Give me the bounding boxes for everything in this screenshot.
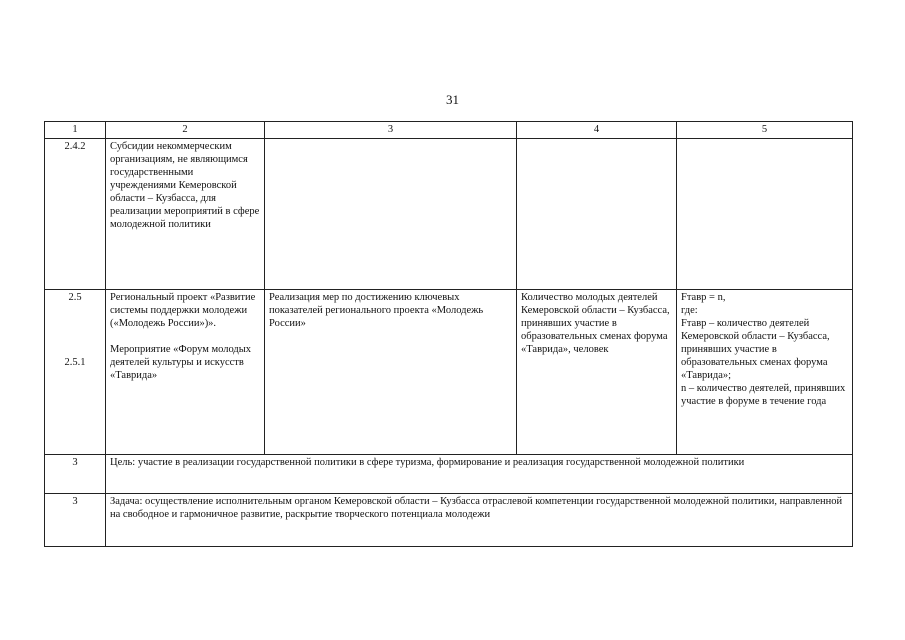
project-name: Региональный проект «Развитие системы поддержки молодежи («Молодежь России»)». [110, 292, 256, 329]
row-number [45, 290, 106, 455]
program-table [44, 121, 853, 547]
row-description: Реализация мер по достижению ключевых показателей регионального проекта «Молодежь России» [265, 290, 517, 455]
table-row [45, 455, 853, 494]
row-number: 3 [45, 455, 106, 494]
formula-definition: n – количество деятелей, принявших участие в форуме в течение года [681, 383, 846, 407]
table-row [45, 139, 853, 290]
row-number-project: 2.5 [68, 292, 82, 303]
row-number: 2.4.2 [45, 139, 106, 290]
goal-text: Цель: участие в реализации государственной политики в сфере туризма, формирование и реализация государственной молодежной политики [106, 455, 853, 494]
row-description [265, 139, 517, 290]
header-row [45, 122, 853, 139]
header-cell-1: 1 [45, 122, 106, 139]
row-formula [677, 139, 853, 290]
row-name [106, 290, 265, 455]
header-cell-5: 5 [677, 122, 853, 139]
page-number: 31 [446, 92, 459, 107]
row-number: 3 [45, 494, 106, 547]
header-cell-4: 4 [517, 122, 677, 139]
header-cell-3: 3 [265, 122, 517, 139]
formula-where: где: [681, 305, 698, 316]
row-formula [677, 290, 853, 455]
header-cell-2: 2 [106, 122, 265, 139]
formula-definition: Fтавр – количество деятелей Кемеровской области – Кузбасса, принявших участие в образовательных сменах форума «Таврида»; [681, 318, 830, 381]
row-number-event: 2.5.1 [64, 357, 86, 368]
row-indicator [517, 139, 677, 290]
row-name: Субсидии некоммерческим организациям, не являющимся государственными учреждениями Кемеровской области – Кузбасса, для реализации мероприятий в сфере молодежной политики [106, 139, 265, 290]
event-name: Мероприятие «Форум молодых деятелей культуры и искусств «Таврида» [110, 344, 252, 381]
task-text: Задача: осуществление исполнительным органом Кемеровской области – Кузбасса отраслевой компетенции государственной молодежной политики, направленной на свободное и гармоничное развитие, раскрытие творческого потенциала молодежи [106, 494, 853, 547]
formula-line: Fтавр = n, [681, 292, 726, 303]
row-indicator: Количество молодых деятелей Кемеровской области – Кузбасса, принявших участие в образовательных сменах форума «Таврида», человек [517, 290, 677, 455]
table-row [45, 290, 853, 455]
table-row [45, 494, 853, 547]
